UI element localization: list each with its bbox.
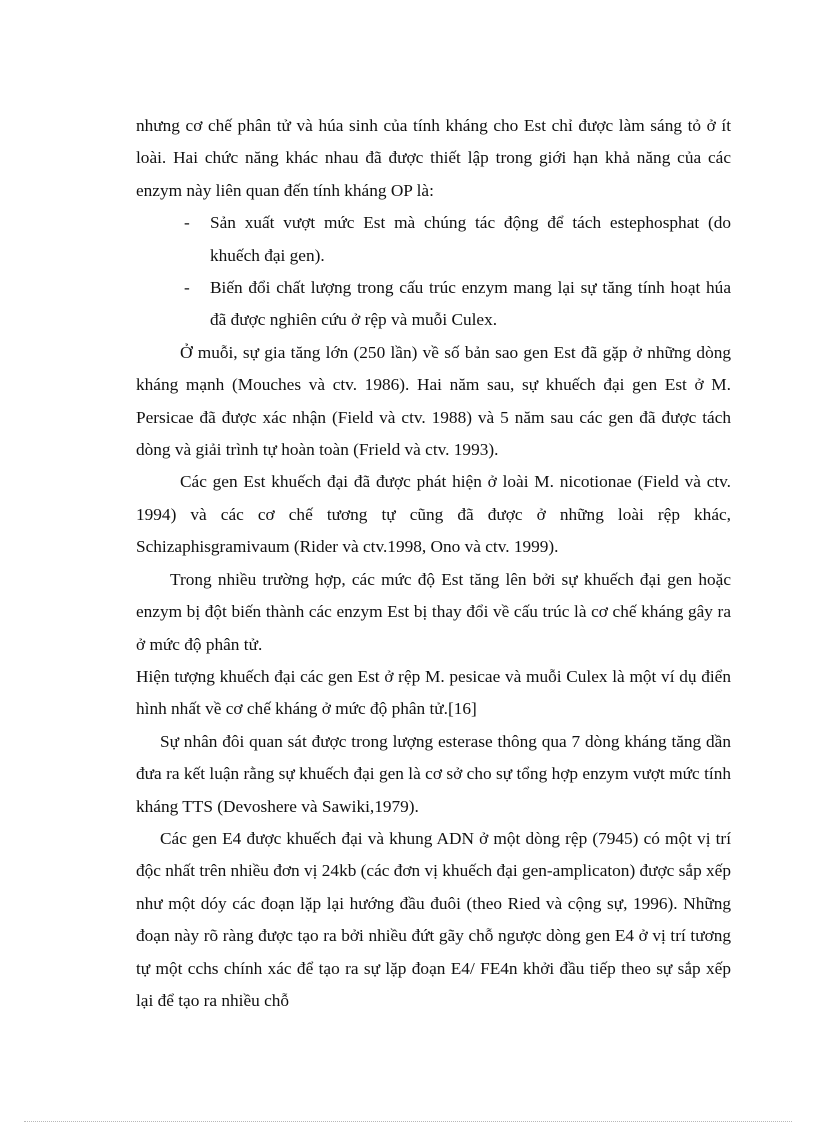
paragraph-1: nhưng cơ chế phân tử và húa sinh của tính kháng cho Est chỉ được làm sáng tỏ ở ít loài. Hai chức năng khác nhau đã được thiết lập trong giới hạn khả năng của các enzym này liên quan đến tính kháng OP là: [136,116,731,200]
list-marker: - [184,213,190,233]
paragraph-3: Các gen Est khuếch đại đã được phát hiện ở loài M. nicotionae (Field và ctv. 1994) và các cơ chế tương tự cũng đã được ở những loài rệp khác, Schizaphisgramivaum (Rider và ctv.1998, Ono và ctv. 1999). [136,472,731,557]
list-item [136,272,731,337]
list-item-text: Biến đổi chất lượng trong cấu trúc enzym mang lại sự tăng tính hoạt húa đã được nghiên cứu ở rệp và muỗi Culex. [210,278,731,330]
list-item-text: Sản xuất vượt mức Est mà chúng tác động để tách estephosphat (do khuếch đại gen). [210,213,731,265]
paragraph-4: Trong nhiều trường hợp, các mức độ Est tăng lên bởi sự khuếch đại gen hoặc enzym bị đột biến thành các enzym Est bị thay đổi về cấu trúc là cơ chế kháng gây ra ở mức độ phân tử. [136,569,731,654]
list-marker: - [184,278,190,298]
paragraph-2: Ở muỗi, sự gia tăng lớn (250 lần) về số bản sao gen Est đã gặp ở những dòng kháng mạnh (Mouches và ctv. 1986). Hai năm sau, sự khuếch đại gen Est ở M. Persicae đã được xác nhận (Field và ctv. 1988) và 5 năm sau các gen đã được tách dòng và giải trình tự hoàn toàn (Frield và ctv. 1993). [136,342,731,460]
bullet-list [136,207,731,337]
body-text [136,110,731,1017]
list-item [136,207,731,272]
paragraph-5: Hiện tượng khuếch đại các gen Est ở rệp M. pesicae và muỗi Culex là một ví dụ điển hình nhất về cơ chế kháng ở mức độ phân tử.[16] [136,666,731,719]
paragraph-6: Sự nhân đôi quan sát được trong lượng esterase thông qua 7 dòng kháng tăng dần đưa ra kết luận rằng sự khuếch đại gen là cơ sở cho sự tổng hợp enzym vượt mức tính kháng TTS (Devoshere và Sawiki,1979). [136,731,731,816]
paragraph-7: Các gen E4 được khuếch đại và khung ADN ở một dòng rệp (7945) có một vị trí độc nhất trên nhiều đơn vị 24kb (các đơn vị khuếch đại gen-amplicaton) được sắp xếp như một dóy các đoạn lặp lại hướng đầu đuôi (theo Ried và cộng sự, 1996). Những đoạn này rõ ràng được tạo ra bởi nhiều đứt gãy chỗ ngược dòng gen E4 ở vị trí tương tự một cchs chính xác để tạo ra sự lặp đoạn E4/ FE4n khởi đầu tiếp theo sự sắp xếp lại để tạo ra nhiều chỗ [136,828,731,1010]
page-bottom-divider [24,1121,792,1122]
